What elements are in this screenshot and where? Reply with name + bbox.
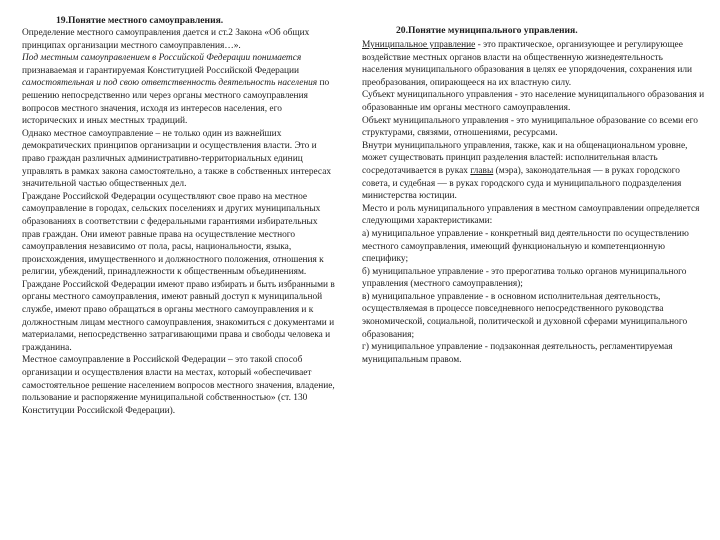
left-paragraph-4: Граждане Российской Федерации осуществляют свое право на местное самоуправление в городах, сельских поселениях и других муниципальных образованиях в соответствии с федеральными гарантиями избирательных прав граждан. Они имеют равные права на осуществление местного самоуправления независимо от пола, расы, национальности, языка, происхождения, имущественного и должностного положения, отношения к религии, убеждений, принадлежности к общественным объединениям. xyxy=(22,191,324,278)
right-item-a: а) муниципальное управление - конкретный вид деятельности по осуществлению местного самоуправления, имеющий функциональную и компетенционную специфику; xyxy=(362,228,689,265)
left-text xyxy=(22,27,338,417)
right-heading: 20.Понятие муниципального управления. xyxy=(396,25,578,36)
right-paragraph-4 xyxy=(362,140,705,203)
right-text xyxy=(362,39,705,366)
right-paragraph-2: Субъект муниципального управления - это население муниципального образования и образованные им органы местного самоуправления. xyxy=(362,90,705,113)
definition-text-2: по решению непосредственно или через органы местного самоуправления вопросов местного значения, исходя из интересов населения, его исторических и иных местных традиций. xyxy=(22,78,330,127)
left-column xyxy=(22,14,338,417)
definition-italic-1: Под местным самоуправлением в Российской Федерации понимается xyxy=(22,53,302,64)
right-paragraph-3: Объект муниципального управления - это муниципальное образование со всеми его структурами, связями, отношениями, ресурсами. xyxy=(362,115,698,139)
left-paragraph-3: Однако местное самоуправление – не только один из важнейших демократических принципов организации и осуществления власти. Это и право граждан различных административно-территориальных единиц управлять в рамках закона самостоятельно, а также в собственных интересах значительной частью общественных дел. xyxy=(22,128,332,190)
definition-italic-2: самостоятельная и под свою ответственность деятельность населения xyxy=(22,78,318,89)
separation-text-b: (мэра), законодательная — в руках городского совета, и судебная — в руках городского суда и муниципального подразделения министерства юстиции. xyxy=(362,165,682,202)
right-item-g: г) муниципальное управление - подзаконная деятельность, регламентируемая муниципальным правом. xyxy=(362,342,673,365)
left-paragraph-5: Граждане Российской Федерации имеют право избирать и быть избранными в органы местного самоуправления, имеют равный доступ к муниципальной службе, имеют право обращаться в органы местного самоуправления и к должностным лицам местного самоуправления, знакомиться с документами и материалами, непосредственно затрагивающими права и свободы человека и гражданина. xyxy=(22,279,335,353)
right-paragraph-5: Место и роль муниципального управления в местном самоуправлении определяется следующими характеристиками: xyxy=(362,203,700,227)
right-column xyxy=(362,24,705,366)
separation-text-a: Внутри муниципального управления, также, как и на общенациональном уровне, может существовать принцип разделения властей: исполнительная власть сосредотачивается в руках xyxy=(362,140,688,176)
left-paragraph-2 xyxy=(22,52,338,128)
term-underlined: Муниципальное управление xyxy=(362,40,476,50)
right-item-v: в) муниципальное управление - в основном исполнительная деятельность, осуществляемая в процессе повседневного непосредственного руководства экономической, социальной, политической и духовной сферами муниципального образования; xyxy=(362,291,688,340)
right-paragraph-1 xyxy=(362,39,705,89)
left-paragraph-1: Определение местного самоуправления дается и ст.2 Закона «Об общих принципах организации местного самоуправления…». xyxy=(22,28,310,51)
left-heading: 19.Понятие местного самоуправления. xyxy=(56,15,224,26)
left-paragraph-6: Местное самоуправление в Российской Федерации – это такой способ организации и осуществления власти на местах, который «обеспечивает самостоятельное решение населением вопросов местного значения, владение, пользование и распоряжение муниципальной собственностью» (ст. 130 Конституции Российской Федерации). xyxy=(22,355,335,416)
right-item-b: б) муниципальное управление - это прерогатива только органов муниципального управления (местного самоуправления); xyxy=(362,266,687,290)
glava-underlined: главы xyxy=(470,165,494,176)
definition-text-1: признаваемая и гарантируемая Конституцией Российской Федерации xyxy=(22,65,300,76)
term-definition: - это практическое, организующее и регулирующее воздействие местных органов власти на общественную жизнедеятельность населения муниципального образования в целях ее упорядочения, сохранения или преобразования, опирающееся на их властную силу. xyxy=(362,40,693,88)
